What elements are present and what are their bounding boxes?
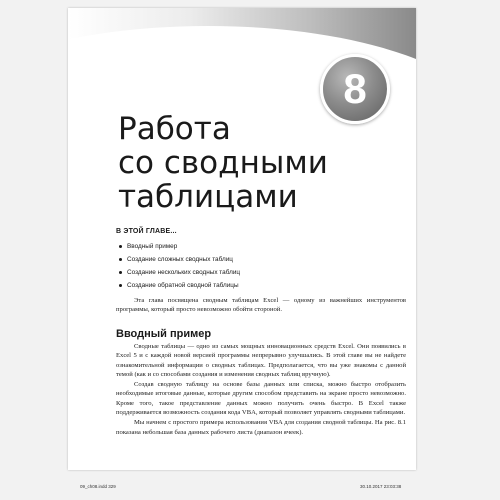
list-item: Создание обратной сводной таблицы (116, 279, 406, 292)
bullet-icon (119, 245, 122, 248)
bullet-icon (119, 284, 122, 287)
intro-paragraph (116, 296, 406, 315)
chapter-title-line: со сводными (118, 145, 328, 181)
print-slug-left: 09_ch08.indd 329 (80, 484, 116, 489)
print-slug-right: 30.10.2017 23:03:38 (360, 484, 402, 489)
chapter-title (118, 112, 378, 214)
book-page (68, 8, 416, 470)
list-item: Создание сложных сводных таблиц (116, 253, 406, 266)
in-this-chapter-list (116, 240, 406, 292)
section-body (116, 342, 406, 438)
intro-text: Эта глава посвящена сводным таблицам Excel — одному из важнейших инструментов программы, который просто невозможно обойти стороной. (116, 297, 406, 314)
body-paragraph: Сводные таблицы — одно из самых мощных инновационных средств Excel. Они появились в Excel 5 и с каждой новой версией программы непрерывно улучшались. В этой главе вы не найдете ознакомительной информации о сводных таблицах. Предполагается, что вы уже знакомы с данной темой (как и со способами создания и изменения сводных таблиц вручную). (116, 343, 406, 378)
bullet-icon (119, 271, 122, 274)
chapter-title-line: таблицами (118, 179, 298, 215)
body-paragraph: Создав сводную таблицу на основе базы данных или списка, можно быстро отобразить необходимые итоговые данные, которые другим способом представить на экране просто невозможно. Кроме того, такое представление данных можно получить очень быстро. В Excel также поддерживается возможность создания кода VBA, который позволяет управлять сводными таблицами. (116, 381, 406, 417)
body-paragraph: Мы начнем с простого примера использования VBA для создания сводной таблицы. На рис. 8.1 показана небольшая база данных рабочего листа (диапазон ячеек). (116, 419, 406, 436)
list-item: Вводный пример (116, 240, 406, 253)
bullet-icon (119, 258, 122, 261)
in-this-chapter-heading: В ЭТОЙ ГЛАВЕ... (116, 228, 177, 235)
section-heading: Вводный пример (116, 328, 212, 340)
list-item: Создание нескольких сводных таблиц (116, 266, 406, 279)
in-this-chapter-box (116, 228, 406, 292)
chapter-title-line: Работа (118, 111, 231, 147)
chapter-number: 8 (343, 65, 367, 112)
